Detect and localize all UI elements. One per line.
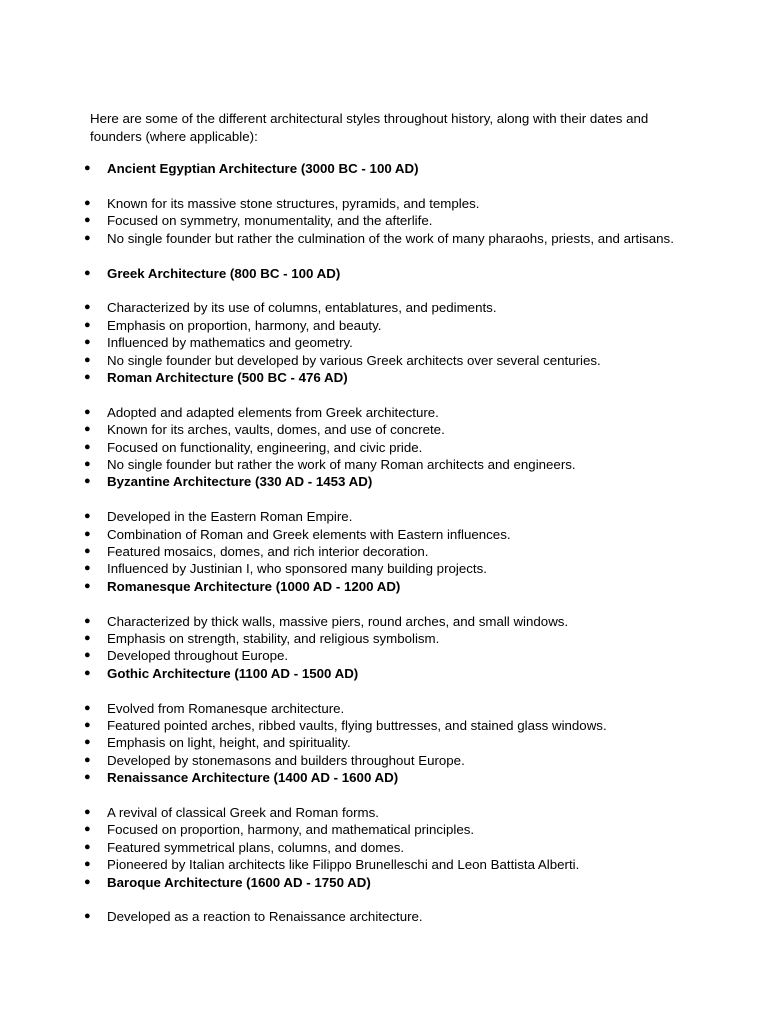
list-item-text: A revival of classical Greek and Roman forms. (107, 805, 379, 820)
bullet-icon: ● (84, 823, 91, 836)
list-item-text: Featured mosaics, domes, and rich interior decoration. (107, 544, 429, 559)
bullet-icon: ● (84, 736, 91, 749)
list-item-text: Characterized by its use of columns, entablatures, and pediments. (107, 300, 497, 316)
bullet-icon: ● (84, 231, 91, 244)
list-item (84, 821, 684, 838)
bullet-icon: ● (84, 562, 91, 575)
bullet-icon: ● (84, 701, 91, 714)
section-heading (84, 578, 684, 595)
list-item-text: Developed in the Eastern Roman Empire. (107, 509, 353, 525)
bullet-icon: ● (84, 753, 91, 766)
heading-text: Renaissance Architecture (1400 AD - 1600 AD) (107, 770, 399, 786)
section-heading (84, 369, 684, 386)
bullet-icon: ● (84, 527, 91, 540)
list-item-text: Characterized by thick walls, massive piers, round arches, and small windows. (107, 613, 569, 629)
list-item (84, 839, 684, 856)
list-item (84, 352, 684, 369)
bullet-icon: ● (84, 336, 91, 349)
list-item (84, 700, 684, 717)
list-item-text: No single founder but rather the culmination of the work of many pharaohs, priests, and artisans. (107, 230, 674, 246)
list-item (84, 334, 684, 351)
bullet-icon: ● (84, 910, 91, 923)
list-item (84, 526, 684, 543)
list-item (84, 317, 684, 334)
list-item-text: Featured pointed arches, ribbed vaults, flying buttresses, and stained glass windows. (107, 718, 607, 733)
list-item (84, 230, 684, 247)
heading-text: Gothic Architecture (1100 AD - 1500 AD) (107, 665, 359, 681)
list-item (84, 752, 684, 769)
list-item-text: No single founder but developed by various Greek architects over several centuries. (107, 352, 601, 368)
list-item (84, 908, 684, 925)
bullet-icon: ● (84, 875, 91, 888)
heading-text: Ancient Egyptian Architecture (3000 BC - 100 AD) (107, 161, 419, 176)
bullet-icon: ● (84, 197, 91, 209)
bullet-icon: ● (84, 214, 91, 227)
bullet-icon: ● (84, 405, 91, 418)
section-heading (84, 769, 684, 786)
heading-text: Byzantine Architecture (330 AD - 1453 AD) (107, 474, 373, 490)
list-item-text: Known for its arches, vaults, domes, and use of concrete. (107, 422, 445, 438)
list-item (84, 404, 684, 421)
section-heading (84, 473, 684, 490)
list-item (84, 647, 684, 664)
list-item (84, 804, 684, 821)
list-item-text: Focused on functionality, engineering, and civic pride. (107, 439, 423, 455)
list-item-text: Known for its massive stone structures, pyramids, and temples. (107, 196, 480, 211)
list-item (84, 299, 684, 316)
bullet-icon: ● (84, 579, 91, 592)
bullet-icon: ● (84, 632, 91, 644)
bullet-icon: ● (84, 353, 91, 366)
list-item (84, 212, 684, 229)
list-item-text: Evolved from Romanesque architecture. (107, 700, 345, 716)
list-item-text: Developed throughout Europe. (107, 648, 289, 664)
bullet-icon: ● (84, 858, 91, 871)
bullet-icon: ● (84, 649, 91, 662)
list-item-text: Pioneered by Italian architects like Filippo Brunelleschi and Leon Battista Alberti. (107, 857, 580, 873)
bullet-icon: ● (84, 614, 91, 627)
list-item-text: Influenced by mathematics and geometry. (107, 335, 353, 351)
list-item (84, 613, 684, 630)
list-item-text: Combination of Roman and Greek elements with Eastern influences. (107, 526, 511, 542)
bullet-icon: ● (84, 301, 91, 314)
list-item-text: Emphasis on light, height, and spirituality. (107, 735, 351, 751)
section-heading (84, 160, 684, 177)
bullet-icon: ● (84, 266, 91, 279)
list-item-text: Emphasis on strength, stability, and religious symbolism. (107, 631, 440, 646)
bullet-icon: ● (84, 840, 91, 853)
list-item-text: No single founder but rather the work of many Roman architects and engineers. (107, 457, 576, 472)
bullet-icon: ● (84, 545, 91, 557)
bullet-icon: ● (84, 666, 91, 679)
intro-paragraph: Here are some of the different architectural styles throughout history, along with their dates and founders (where applicable): (90, 111, 649, 144)
bullet-icon: ● (84, 371, 91, 383)
heading-text: Greek Architecture (800 BC - 100 AD) (107, 265, 341, 281)
bullet-icon: ● (84, 458, 91, 470)
section-heading (84, 665, 684, 682)
bullet-icon: ● (84, 440, 91, 453)
bullet-icon: ● (84, 806, 91, 818)
list-item (84, 734, 684, 751)
list-item (84, 439, 684, 456)
bullet-icon: ● (84, 475, 91, 488)
heading-text: Romanesque Architecture (1000 AD - 1200 AD) (107, 578, 401, 594)
list-item-text: Developed as a reaction to Renaissance architecture. (107, 909, 423, 925)
list-item (84, 456, 684, 473)
list-item (84, 856, 684, 873)
list-item-text: Influenced by Justinian I, who sponsored many building projects. (107, 561, 487, 577)
list-item-text: Featured symmetrical plans, columns, and domes. (107, 839, 405, 855)
list-item (84, 508, 684, 525)
heading-text: Baroque Architecture (1600 AD - 1750 AD) (107, 874, 371, 890)
section-heading (84, 265, 684, 282)
bullet-icon: ● (84, 771, 91, 784)
list-item-text: Focused on proportion, harmony, and mathematical principles. (107, 822, 475, 838)
list-item-text: Focused on symmetry, monumentality, and the afterlife. (107, 213, 433, 229)
list-item-text: Adopted and adapted elements from Greek architecture. (107, 404, 439, 420)
list-item (84, 717, 684, 734)
bullet-icon: ● (84, 510, 91, 523)
list-item-text: Developed by stonemasons and builders throughout Europe. (107, 752, 465, 768)
list-item (84, 543, 684, 560)
section-heading (84, 874, 684, 891)
bullet-icon: ● (84, 162, 91, 174)
heading-text: Roman Architecture (500 BC - 476 AD) (107, 370, 348, 385)
list-item (84, 421, 684, 438)
list-item (84, 560, 684, 577)
bullet-icon: ● (84, 318, 91, 331)
list-item-text: Emphasis on proportion, harmony, and beauty. (107, 317, 382, 333)
bullet-icon: ● (84, 719, 91, 731)
bullet-icon: ● (84, 423, 91, 436)
list-item (84, 630, 684, 647)
list-item (84, 195, 684, 212)
